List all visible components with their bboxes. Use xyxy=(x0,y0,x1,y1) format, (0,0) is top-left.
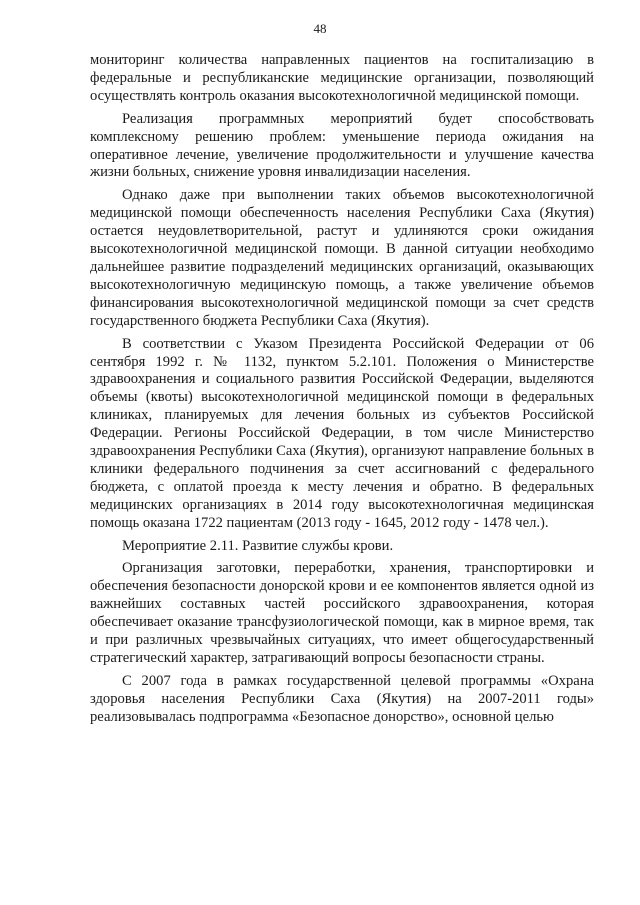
paragraph-1: мониторинг количества направленных пациентов на госпитализацию в федеральные и республиканские медицинские организации, позволяющий осуществлять контроль оказания высокотехнологичной медицинской помощи. xyxy=(90,52,594,104)
paragraph-5: Мероприятие 2.11. Развитие службы крови. xyxy=(122,537,394,554)
paragraph-7: С 2007 года в рамках государственной целевой программы «Охрана здоровья населения Республики Саха (Якутия) на 2007-2011 годы» реализовывалась подпрограмма «Безопасное донорство», основной целью xyxy=(90,672,594,725)
paragraph-6: Организация заготовки, переработки, хранения, транспортировки и обеспечения безопасности донорской крови и ее компонентов является одной из важнейших составных частей российского здравоохранения, которая обеспечивает оказание трансфузиологической помощи, как в мирное время, так и при различных чрезвычайных ситуациях, что имеет общегосударственный стратегический характер, затрагивающий вопросы безопасности страны. xyxy=(90,560,594,666)
paragraph-4: В соответствии с Указом Президента Российской Федерации от 06 сентября 1992 г. № 1132, пунктом 5.2.101. Положения о Министерстве здравоохранения и социального развития Российской Федерации, выделяются объемы (квоты) высокотехнологичной медицинской помощи в федеральных клиниках, планируемых для лечения больных из субъектов Российской Федерации. Регионы Российской Федерации, в том числе Министерство здравоохранения Республики Саха (Якутия), организуют направление больных в клиники федерального подчинения за счет ассигнований с федерального бюджета, с оплатой проезда к месту лечения и обратно. В федеральных медицинских организациях в 2014 году высокотехнологичная медицинская помощь оказана 1722 пациентам (2013 году - 1645, 2012 году - 1478 чел.). xyxy=(90,335,594,531)
body-text xyxy=(90,52,594,727)
paragraph-2: Реализация программных мероприятий будет способствовать комплексному решению проблем: уменьшение периода ожидания на оперативное лечение, увеличение продолжительности и улучшение качества жизни больных, снижение уровня инвалидизации населения. xyxy=(90,110,594,181)
page-number: 48 xyxy=(313,21,327,36)
paragraph-3: Однако даже при выполнении таких объемов высокотехнологичной медицинской помощи обеспеченность населения Республики Саха (Якутия) остается неудовлетворительной, растут и удлиняются сроки ожидания высокотехнологичной медицинской помощи. В данной ситуации необходимо дальнейшее развитие подразделений медицинских организаций, оказывающих высокотехнологичную медицинскую помощь, а также увеличение объемов финансирования высокотехнологичной медицинской помощи за счет средств государственного бюджета Республики Саха (Якутия). xyxy=(90,187,594,329)
